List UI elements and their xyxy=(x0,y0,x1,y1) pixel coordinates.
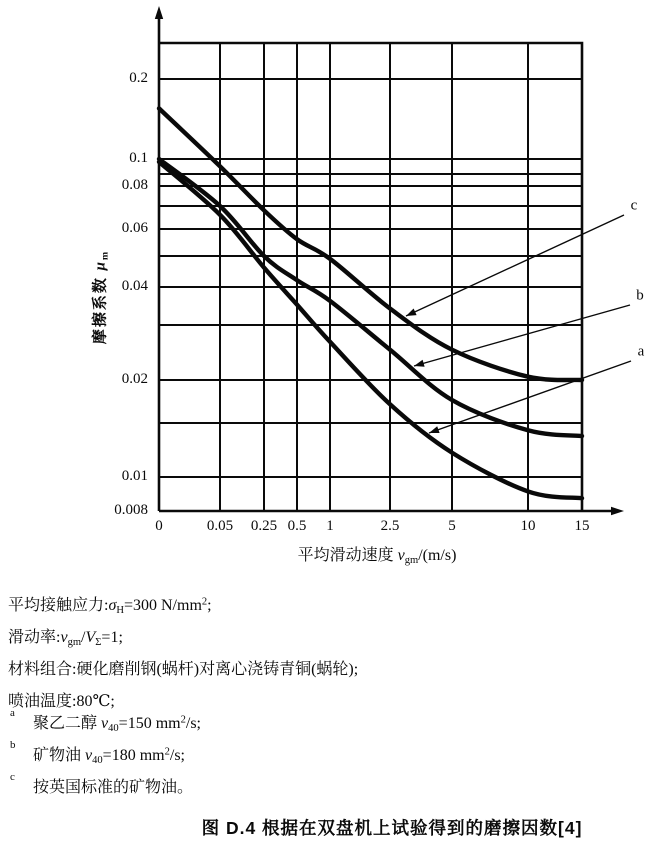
leader-arrow-c-icon xyxy=(406,309,417,317)
condition-line-4: 喷油温度:80℃; xyxy=(8,693,115,710)
footnote-text-b: 矿物油 $\nu_{40}=180$ $mm^2/s$; xyxy=(33,746,185,767)
footnote-marker-a: a xyxy=(10,707,15,719)
leader-arrow-a-icon xyxy=(429,426,440,433)
figure-caption: 图 D.4 根据在双盘机上试验得到的磨擦因数[4] xyxy=(201,818,583,838)
x-tick-label-2.5: 2.5 xyxy=(380,518,400,534)
x-tick-label-0.25: 0.25 xyxy=(250,518,278,534)
footnote-text-a: 聚乙二醇 $\nu_{40}=150$ $mm^2/s$; xyxy=(33,714,201,735)
footnote-marker-c: c xyxy=(10,771,15,783)
condition-line-3: 材料组合:硬化磨削钢(蜗杆)对离心浇铸青铜(蜗轮); xyxy=(8,661,359,678)
plot-border xyxy=(159,43,582,511)
footnote-c xyxy=(10,771,194,797)
curve-label-b: b xyxy=(636,287,644,304)
x-tick-label-0.5: 0.5 xyxy=(287,518,307,534)
condition-line-1: 平均接触应力$:\sigma_H=300$ $N/mm^2$; xyxy=(8,596,212,617)
condition-line-2: 滑动率$:v_{gm}/V_\Sigma=1$; xyxy=(8,629,123,649)
curve-c xyxy=(159,108,582,380)
x-tick-label-0.05: 0.05 xyxy=(206,518,234,534)
x-tick-label-5: 5 xyxy=(448,518,456,534)
x-tick-label-1: 1 xyxy=(326,518,334,534)
footnote-b xyxy=(10,739,185,767)
footnote-marker-b: b xyxy=(10,739,16,751)
footnote-text-c: 按英国标准的矿物油。 xyxy=(33,779,194,796)
y-tick-label-0.02: 0.02 xyxy=(121,371,148,387)
curve-a xyxy=(159,162,582,498)
y-tick-label-0.2: 0.2 xyxy=(129,70,148,86)
y-tick-label-0.08: 0.08 xyxy=(121,177,148,193)
y-tick-label-0.06: 0.06 xyxy=(121,220,148,236)
curve-label-c: c xyxy=(630,197,638,214)
x-tick-label-0: 0 xyxy=(155,518,163,534)
x-tick-label-15: 15 xyxy=(574,518,590,534)
footnote-a xyxy=(10,707,201,735)
curve-label-a: a xyxy=(637,343,645,360)
y-tick-label-0.1: 0.1 xyxy=(129,150,148,166)
y-axis-title: 摩擦系数 $\mu_m$ xyxy=(92,249,111,345)
leader-arrow-b-icon xyxy=(414,360,425,367)
x-tick-label-10: 10 xyxy=(520,518,536,534)
leader-line-c xyxy=(406,215,624,316)
y-tick-label-0.008: 0.008 xyxy=(114,502,148,518)
curve-b xyxy=(159,159,582,436)
y-axis-arrow-icon xyxy=(155,6,163,19)
y-tick-label-0.01: 0.01 xyxy=(121,468,148,484)
y-tick-label-0.04: 0.04 xyxy=(121,278,148,294)
leader-line-b xyxy=(414,305,630,366)
x-axis-title: 平均滑动速度 $v_{gm}/(m/s)$ xyxy=(297,547,457,567)
x-axis-arrow-icon xyxy=(611,507,624,515)
